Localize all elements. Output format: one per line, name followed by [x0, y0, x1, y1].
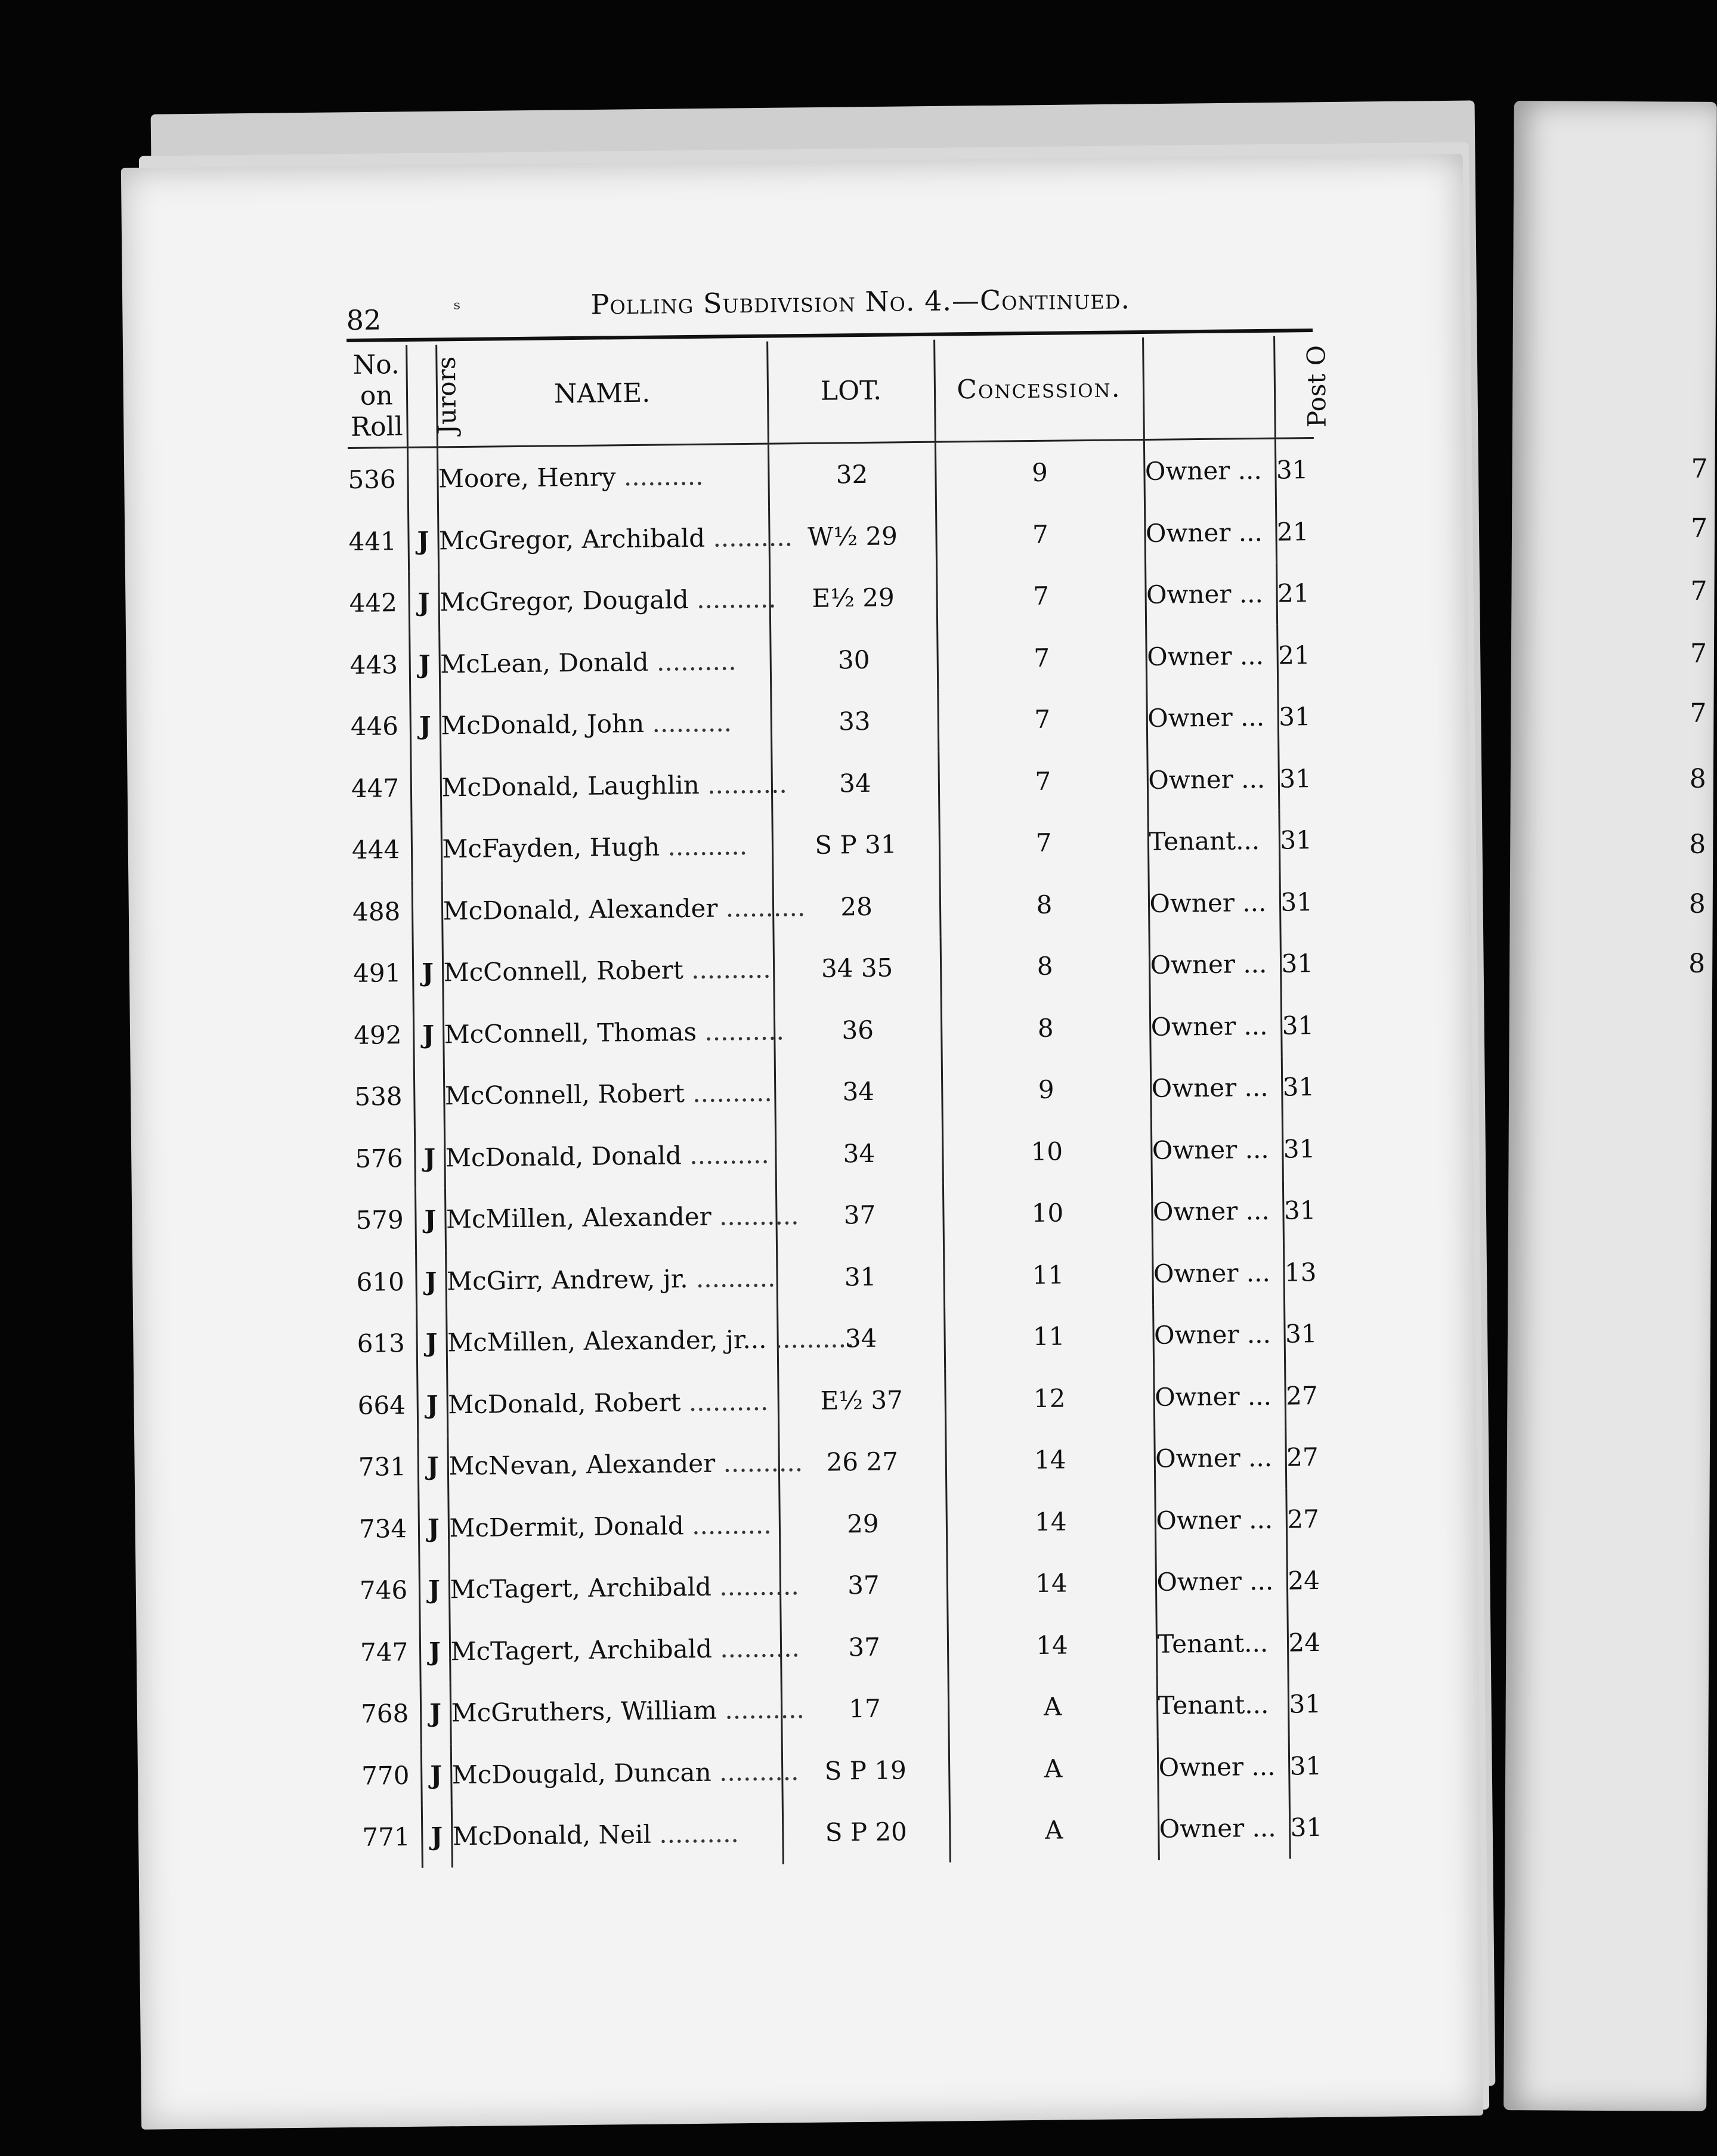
- tenure-status: Owner ...: [1153, 1303, 1285, 1367]
- concession-number: 7: [936, 502, 1145, 566]
- concession-number: 8: [941, 934, 1150, 998]
- post-office-number: 31: [1289, 1796, 1329, 1858]
- facing-page-fragment: 7: [1691, 453, 1708, 484]
- roll-number: 734: [358, 1513, 407, 1544]
- juror-mark: [414, 1065, 444, 1127]
- juror-mark: J: [420, 1621, 450, 1683]
- tenure-status: Owner ...: [1146, 624, 1277, 687]
- concession-number: 8: [941, 996, 1150, 1060]
- lot-number: S P 31: [772, 813, 939, 876]
- voter-name: McMillen, Alexander ..........: [445, 1185, 776, 1250]
- voter-name: McGregor, Dougald ..........: [438, 568, 770, 633]
- voter-name: McGirr, Andrew, jr. ..........: [446, 1247, 777, 1312]
- lot-number: 33: [771, 690, 938, 753]
- lot-number: 34: [775, 1060, 942, 1123]
- facing-page-fragment: 7: [1690, 638, 1707, 669]
- roll-number: 442: [349, 588, 398, 618]
- tenure-status: Owner ...: [1147, 748, 1279, 811]
- header-post-office: Post O: [1274, 336, 1314, 438]
- table-row: [358, 1488, 1325, 1559]
- tenure-status: Owner ...: [1152, 1241, 1284, 1305]
- post-office-number: 31: [1283, 1179, 1322, 1241]
- facing-page-fragment: 8: [1689, 829, 1706, 860]
- table-row: [360, 1611, 1327, 1683]
- page-number: 82: [346, 303, 382, 336]
- post-office-number: 13: [1283, 1241, 1323, 1303]
- concession-number: A: [949, 1798, 1159, 1862]
- lot-number: E½ 37: [778, 1368, 945, 1432]
- voter-name: McDonald, John ..........: [440, 692, 771, 757]
- facing-page-fragment: 8: [1689, 763, 1707, 794]
- table-row: [355, 1117, 1322, 1189]
- voters-roll-table: [347, 336, 1332, 1868]
- tenure-status: Owner ...: [1150, 1057, 1282, 1120]
- voter-name: McDonald, Donald ..........: [444, 1123, 776, 1188]
- juror-mark: J: [414, 1127, 445, 1189]
- lot-number: 17: [781, 1677, 949, 1740]
- header-jurors: Jurors: [406, 345, 437, 447]
- roll-number: 613: [357, 1328, 406, 1359]
- juror-mark: J: [410, 695, 440, 757]
- voter-name: McDonald, Neil ..........: [451, 1802, 783, 1867]
- table-row: [348, 501, 1315, 572]
- page-content: [346, 270, 1341, 1926]
- voter-name: McDonald, Robert ..........: [447, 1370, 778, 1435]
- voter-name: McDougald, Duncan ..........: [451, 1740, 782, 1805]
- roll-number: 746: [359, 1575, 408, 1606]
- juror-mark: [412, 880, 443, 942]
- concession-number: 7: [937, 625, 1146, 689]
- post-office-number: 21: [1276, 501, 1315, 563]
- roll-number: 441: [348, 526, 397, 556]
- post-office-number: 24: [1287, 1611, 1326, 1673]
- header-name: NAME.: [436, 342, 768, 447]
- juror-mark: J: [418, 1497, 448, 1559]
- post-office-number: 27: [1285, 1364, 1324, 1426]
- table-row: [352, 871, 1319, 942]
- roll-number: 536: [348, 464, 396, 495]
- header-no-on-roll: No. on Roll: [347, 345, 407, 448]
- post-office-number: 31: [1281, 994, 1320, 1056]
- juror-mark: [411, 818, 441, 880]
- voter-name: McDonald, Laughlin ..........: [440, 753, 772, 818]
- table-row: [356, 1241, 1323, 1312]
- table-row: [349, 562, 1316, 634]
- lot-number: 31: [776, 1245, 944, 1308]
- post-office-number: 31: [1282, 1056, 1321, 1118]
- juror-mark: J: [420, 1682, 451, 1744]
- table-header-row: [347, 336, 1314, 448]
- concession-number: 7: [938, 687, 1147, 751]
- juror-mark: J: [413, 1003, 444, 1065]
- juror-mark: J: [417, 1435, 448, 1497]
- voter-name: McFayden, Hugh ..........: [441, 815, 772, 880]
- table-row: [358, 1426, 1325, 1498]
- lot-number: 37: [781, 1615, 948, 1678]
- lot-number: 34: [775, 1122, 943, 1185]
- juror-mark: J: [408, 510, 438, 572]
- tenure-status: Owner ...: [1149, 933, 1281, 996]
- roll-number: 492: [354, 1020, 402, 1050]
- lot-number: 34 35: [774, 937, 941, 1000]
- tenure-status: Tenant...: [1147, 810, 1279, 873]
- post-office-number: 21: [1277, 624, 1316, 686]
- concession-number: 9: [935, 440, 1144, 505]
- post-office-number: 27: [1286, 1488, 1325, 1550]
- roll-number: 610: [356, 1266, 405, 1297]
- header-concession: Concession.: [934, 337, 1144, 442]
- facing-page-fragment: 8: [1688, 948, 1706, 979]
- voter-name: McTagert, Archibald ..........: [450, 1617, 781, 1682]
- juror-mark: J: [419, 1559, 449, 1621]
- lot-number: 30: [770, 628, 938, 691]
- tenure-status: Owner ...: [1144, 501, 1276, 564]
- lot-number: 28: [773, 875, 941, 938]
- concession-number: 7: [939, 811, 1148, 875]
- voter-name: McNevan, Alexander ..........: [447, 1432, 779, 1497]
- juror-mark: J: [421, 1744, 451, 1806]
- facing-page-fragment: 7: [1690, 698, 1707, 729]
- voter-name: McGregor, Archibald ..........: [438, 506, 769, 571]
- post-office-number: 31: [1279, 809, 1318, 871]
- post-office-number: 31: [1277, 686, 1317, 748]
- post-office-number: 31: [1280, 933, 1320, 995]
- tenure-status: Owner ...: [1150, 995, 1282, 1058]
- voter-name: McConnell, Robert ..........: [443, 938, 774, 1003]
- lot-number: 26 27: [778, 1430, 946, 1494]
- juror-mark: J: [409, 571, 439, 633]
- table-row: [357, 1303, 1323, 1374]
- roll-number: 488: [352, 896, 401, 927]
- table-row: [362, 1796, 1329, 1868]
- post-office-number: 31: [1288, 1673, 1328, 1735]
- juror-mark: [410, 757, 441, 819]
- post-office-number: 31: [1275, 438, 1314, 501]
- roll-number: 443: [349, 649, 398, 680]
- post-office-number: 31: [1289, 1734, 1328, 1796]
- table-row: [355, 1179, 1322, 1251]
- concession-number: 14: [945, 1428, 1155, 1492]
- voter-name: McGruthers, William ..........: [450, 1678, 782, 1743]
- juror-mark: J: [416, 1250, 446, 1312]
- juror-mark: J: [417, 1374, 447, 1436]
- lot-number: 29: [779, 1492, 946, 1555]
- table-row: [354, 1056, 1321, 1127]
- voter-name: McTagert, Archibald ..........: [448, 1555, 780, 1620]
- tenure-status: Owner ...: [1158, 1735, 1289, 1798]
- lot-number: S P 19: [782, 1739, 949, 1802]
- concession-number: 8: [939, 872, 1149, 936]
- facing-page-fragment: 8: [1688, 888, 1706, 919]
- juror-mark: J: [409, 633, 440, 695]
- table-row: [350, 686, 1317, 757]
- concession-number: 10: [943, 1181, 1152, 1245]
- voter-name: McMillen, Alexander, jr... ..........: [446, 1309, 778, 1374]
- post-office-number: 31: [1278, 747, 1317, 809]
- table-row: [353, 933, 1320, 1004]
- table-row: [351, 809, 1318, 881]
- lot-number: 37: [779, 1554, 947, 1617]
- concession-number: 7: [938, 749, 1147, 813]
- voter-name: McDonald, Alexander ..........: [442, 876, 774, 941]
- roll-number: 771: [362, 1822, 410, 1853]
- concession-number: 14: [946, 1551, 1156, 1615]
- lot-number: S P 20: [782, 1801, 950, 1864]
- lot-number: 34: [771, 751, 939, 814]
- concession-number: A: [949, 1736, 1158, 1800]
- roll-number: 770: [361, 1760, 410, 1791]
- roll-number: 444: [351, 835, 400, 865]
- voter-name: McDermit, Donald ..........: [448, 1494, 779, 1559]
- facing-page-edge: [1503, 101, 1717, 2111]
- facing-page-fragment: 7: [1690, 575, 1707, 606]
- roll-number: 768: [360, 1699, 409, 1729]
- roll-number: 491: [352, 958, 401, 989]
- roll-number: 576: [355, 1143, 403, 1173]
- concession-number: 9: [942, 1058, 1151, 1122]
- tenure-status: Owner ...: [1158, 1797, 1290, 1860]
- juror-mark: J: [413, 941, 443, 1003]
- tenure-status: Owner ...: [1153, 1365, 1285, 1428]
- post-office-number: 24: [1286, 1550, 1326, 1612]
- roll-number: 447: [351, 773, 400, 803]
- facing-page-fragment: 7: [1690, 513, 1708, 544]
- concession-number: 7: [936, 564, 1146, 628]
- margin-mark: ˢ: [453, 296, 461, 322]
- roll-number: 579: [355, 1205, 404, 1235]
- running-head: Polling Subdivision No. 4.—Continued.: [590, 283, 1131, 321]
- roll-number: 731: [358, 1452, 407, 1482]
- tenure-status: Owner ...: [1146, 686, 1278, 749]
- concession-number: 10: [942, 1119, 1152, 1183]
- table-row: [361, 1673, 1328, 1745]
- juror-mark: [407, 447, 438, 510]
- concession-number: 11: [943, 1243, 1153, 1306]
- lot-number: 32: [768, 442, 936, 506]
- header-lot: LOT.: [767, 340, 935, 444]
- voter-name: Moore, Henry ..........: [437, 444, 769, 510]
- tenure-status: Owner ...: [1152, 1180, 1283, 1243]
- tenure-status: Owner ...: [1155, 1550, 1287, 1613]
- tenure-status: Owner ...: [1148, 871, 1280, 934]
- tenure-status: Owner ...: [1151, 1118, 1283, 1181]
- table-row: [354, 994, 1320, 1065]
- post-office-number: 27: [1285, 1426, 1325, 1488]
- voter-name: McLean, Donald ..........: [439, 630, 771, 695]
- concession-number: A: [948, 1675, 1158, 1739]
- juror-mark: J: [415, 1188, 446, 1250]
- post-office-number: 21: [1276, 562, 1316, 624]
- post-office-number: 31: [1284, 1303, 1323, 1365]
- post-office-number: 31: [1279, 871, 1319, 933]
- table-row: [357, 1364, 1324, 1436]
- table-row: [359, 1550, 1326, 1621]
- juror-mark: J: [422, 1805, 452, 1867]
- table-row: [348, 438, 1314, 511]
- table-row: [351, 747, 1317, 819]
- voter-name: McConnell, Robert ..........: [444, 1062, 775, 1127]
- roll-number: 664: [357, 1390, 406, 1420]
- concession-number: 12: [945, 1366, 1154, 1430]
- tenure-status: Owner ...: [1145, 563, 1277, 626]
- lot-number: 36: [774, 998, 942, 1061]
- post-office-number: 31: [1282, 1117, 1322, 1179]
- table-row: [349, 624, 1316, 696]
- tenure-status: Tenant...: [1156, 1612, 1288, 1675]
- concession-number: 11: [944, 1305, 1153, 1368]
- roll-number: 538: [354, 1082, 403, 1112]
- header-status: [1143, 336, 1275, 440]
- juror-mark: J: [416, 1312, 447, 1374]
- tenure-status: Tenant...: [1157, 1674, 1289, 1737]
- roll-number: 747: [360, 1637, 409, 1667]
- concession-number: 14: [946, 1489, 1155, 1553]
- table-row: [361, 1734, 1328, 1806]
- concession-number: 14: [948, 1613, 1157, 1677]
- tenure-status: Owner ...: [1154, 1427, 1286, 1490]
- voter-name: McConnell, Thomas ..........: [443, 1000, 775, 1065]
- lot-number: E½ 29: [769, 566, 937, 630]
- lot-number: W½ 29: [769, 504, 936, 568]
- lot-number: 37: [776, 1184, 943, 1247]
- roll-number: 446: [350, 711, 399, 742]
- tenure-status: Owner ...: [1144, 438, 1276, 502]
- tenure-status: Owner ...: [1155, 1488, 1286, 1551]
- lot-number: 34: [777, 1307, 945, 1370]
